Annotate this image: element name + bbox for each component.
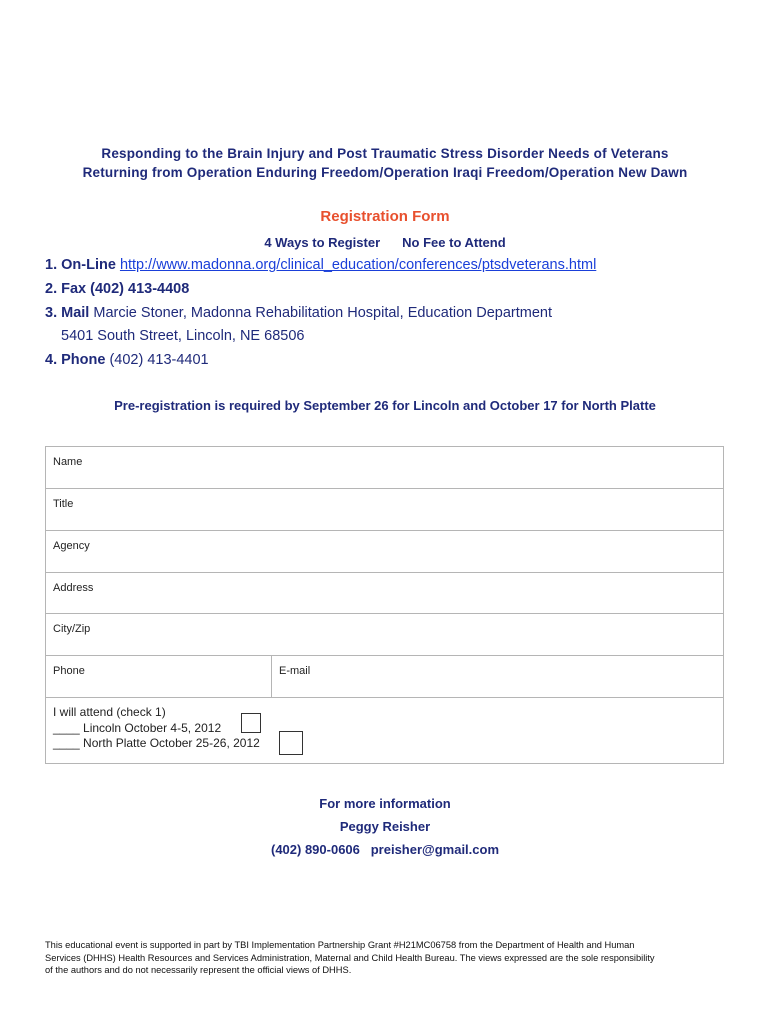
registration-subtitle bbox=[0, 235, 770, 250]
email-field-label[interactable]: E-mail bbox=[279, 665, 311, 677]
document-title-line-1: Responding to the Brain Injury and Post Traumatic Stress Disorder Needs of Veterans bbox=[101, 146, 669, 161]
address-label: Address bbox=[53, 582, 94, 594]
attend-heading: I will attend (check 1) bbox=[53, 705, 166, 719]
no-fee-note: No Fee to Attend bbox=[402, 235, 506, 250]
more-info-heading: For more information bbox=[319, 796, 451, 811]
name-field[interactable] bbox=[46, 447, 723, 489]
name-label: Name bbox=[53, 456, 83, 468]
agency-label: Agency bbox=[53, 540, 90, 552]
address-field[interactable] bbox=[46, 573, 723, 614]
phone-field-label[interactable]: Phone bbox=[53, 665, 85, 677]
title-label: Title bbox=[53, 498, 74, 510]
attendance-section bbox=[53, 705, 260, 752]
mail-address-line-2: 5401 South Street, Lincoln, NE 68506 bbox=[61, 328, 305, 344]
disclaimer-line-3: of the authors and do not necessarily represent the official views of DHHS. bbox=[45, 965, 352, 975]
registration-link[interactable]: http://www.madonna.org/clinical_education/conferences/ptsdveterans.html bbox=[119, 257, 597, 273]
online-label: 1. On-Line bbox=[45, 257, 116, 273]
phone-label: 4. Phone bbox=[45, 352, 106, 368]
fax-label: 2. Fax (402) 413-4408 bbox=[45, 281, 190, 297]
north-platte-checkbox[interactable] bbox=[279, 731, 303, 755]
mail-address-line-1: Marcie Stoner, Madonna Rehabilitation Hospital, Education Department bbox=[93, 305, 552, 321]
registration-form-title: Registration Form bbox=[320, 208, 450, 225]
document-title-line-2: Returning from Operation Enduring Freedom/Operation Iraqi Freedom/Operation New Dawn bbox=[82, 165, 688, 180]
contact-details bbox=[0, 842, 770, 857]
funding-disclaimer bbox=[45, 939, 725, 977]
phone-email-row bbox=[46, 656, 723, 698]
method-phone bbox=[45, 352, 209, 368]
city-zip-label: City/Zip bbox=[53, 623, 91, 635]
disclaimer-line-2: Services (DHHS) Health Resources and Services Administration, Maternal and Child Health Bureau. The views expressed are the sole responsibility bbox=[45, 952, 655, 963]
contact-email[interactable]: preisher@gmail.com bbox=[370, 842, 500, 857]
method-online bbox=[45, 257, 596, 273]
method-mail bbox=[45, 305, 552, 321]
registration-form bbox=[45, 446, 724, 764]
contact-name: Peggy Reisher bbox=[339, 819, 431, 834]
title-field[interactable] bbox=[46, 489, 723, 531]
option-lincoln: ____ Lincoln October 4-5, 2012 bbox=[53, 720, 222, 735]
agency-field[interactable] bbox=[46, 531, 723, 573]
contact-phone: (402) 890-0606 bbox=[270, 842, 360, 857]
preregistration-deadline: Pre-registration is required by September 26 for Lincoln and October 17 for North Platte bbox=[114, 398, 656, 413]
option-north-platte: ____ North Platte October 25-26, 2012 bbox=[53, 736, 260, 750]
ways-to-register: 4 Ways to Register bbox=[264, 235, 381, 250]
phone-value: (402) 413-4401 bbox=[109, 352, 209, 368]
disclaimer-line-1: This educational event is supported in part by TBI Implementation Partnership Grant #H21MC06758 from the Department of Health and Human bbox=[45, 940, 635, 950]
city-zip-field[interactable] bbox=[46, 614, 723, 656]
method-fax bbox=[45, 281, 189, 297]
lincoln-checkbox[interactable] bbox=[241, 713, 261, 733]
mail-label: 3. Mail bbox=[45, 305, 90, 321]
field-divider bbox=[271, 656, 272, 697]
